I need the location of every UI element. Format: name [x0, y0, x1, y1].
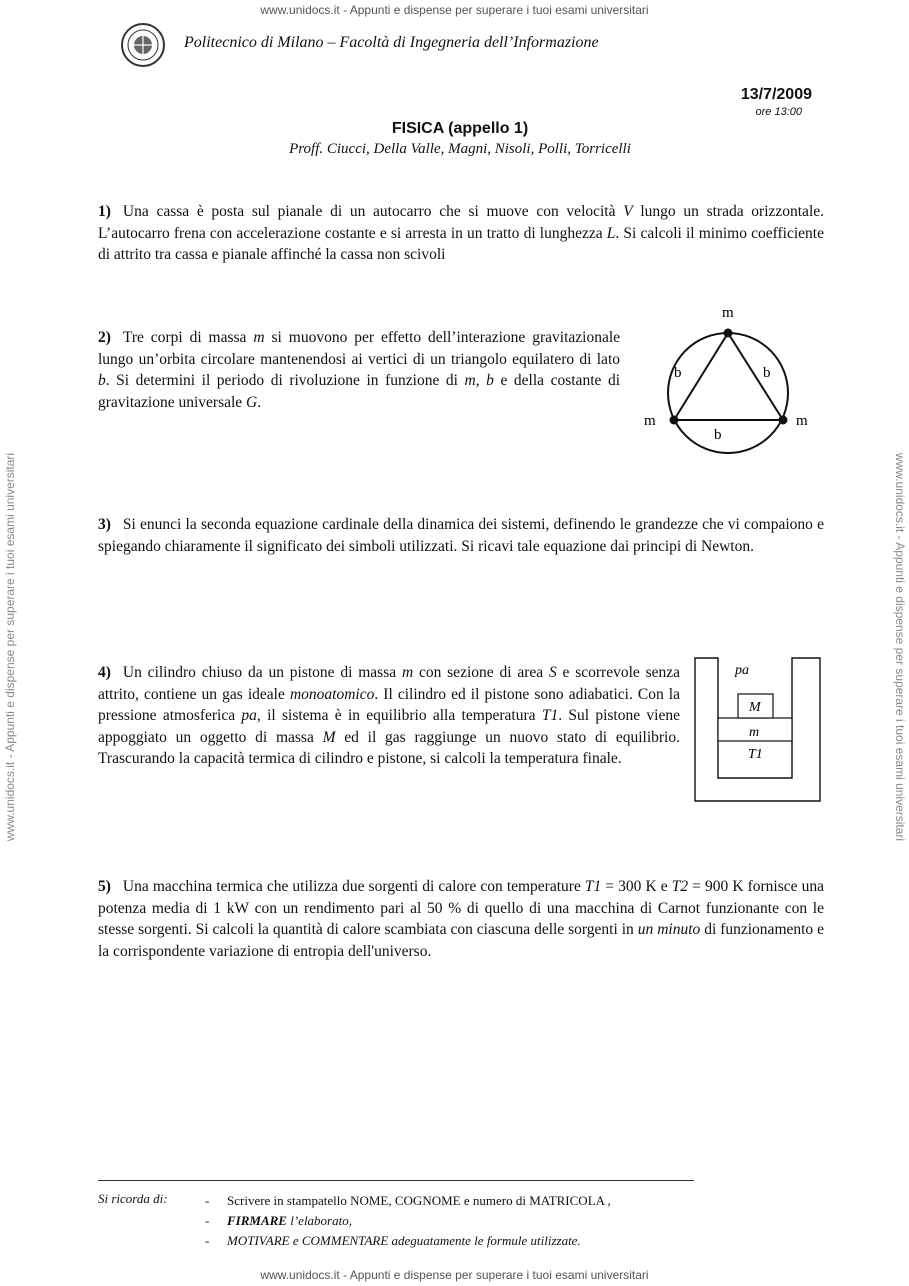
question-number: 4) — [98, 664, 111, 681]
question-1: 1) Una cassa è posta sul pianale di un autocarro che si muove con velocità V lungo un strada orizzontale. L’autocarro frena con accelerazione costante e si arresta in un tratto di lunghezza L. Si calcoli il minimo coefficiente di attrito tra cassa e pianale affinché la cassa non scivoli — [98, 203, 825, 263]
footer-reminders — [205, 1191, 611, 1251]
triangle-side-right — [728, 333, 783, 420]
exam-title: FISICA (appello 1) — [391, 120, 529, 137]
triangle-orbit-diagram — [636, 296, 826, 466]
label-side-right: b — [763, 365, 771, 381]
mass-right-dot — [779, 416, 788, 425]
watermark-bottom: www.unidocs.it - Appunti e dispense per superare i tuoi esami universitari — [260, 1268, 649, 1282]
university-seal-icon — [120, 22, 166, 68]
question-number: 3) — [98, 516, 111, 533]
question-2: 2) Tre corpi di massa m si muovono per effetto dell’interazione gravitazionale lungo un’orbita circolare mantenendosi ai vertici di un triangolo equilatero di lato b. Si determini il periodo di rivoluzione in funzione di m, b e della costante di gravitazione universale G. — [98, 329, 621, 411]
footer-label: Si ricorda di: — [98, 1191, 168, 1206]
header — [120, 22, 820, 68]
label-top-mass: m — [722, 305, 734, 321]
question-number: 1) — [98, 203, 111, 220]
triangle-side-left — [674, 333, 728, 420]
question-5: 5) Una macchina termica che utilizza due sorgenti di calore con temperature T1 = 300 K e T2 = 900 K fornisce una potenza media di 1 kW con un rendimento pari al 50 % di quello di una macchina di Carnot funzionante con le stesse sorgenti. Si calcoli la quantità di calore scambiata con ciascuna delle sorgenti in un minuto di funzionamento e la corrispondente variazione di entropia dell'universo. — [98, 878, 825, 960]
label-piston-mass: m — [749, 725, 760, 740]
label-side-bottom: b — [714, 427, 722, 443]
label-side-left: b — [674, 365, 682, 381]
label-object-mass: M — [749, 700, 761, 715]
institution-name: Politecnico di Milano – Facoltà di Ingegneria dell’Informazione — [184, 34, 599, 51]
mass-left-dot — [670, 416, 679, 425]
question-number: 5) — [98, 878, 111, 895]
mass-top-dot — [724, 329, 733, 338]
footer-rule — [98, 1180, 694, 1181]
label-pressure: pa — [735, 663, 749, 678]
orbit-circle — [668, 333, 788, 453]
watermark-right: www.unidocs.it - Appunti e dispense per superare i tuoi esami universitari — [893, 452, 907, 842]
reminder-item-1: - Scrivere in stampatello NOME, COGNOME e numero di MATRICOLA , — [205, 1193, 611, 1208]
label-temperature: T1 — [748, 747, 763, 762]
label-right-mass: m — [796, 413, 808, 429]
label-left-mass: m — [644, 413, 656, 429]
exam-time: ore 13:00 — [755, 106, 802, 118]
exam-date: 13/7/2009 — [740, 86, 812, 103]
watermark-top: www.unidocs.it - Appunti e dispense per superare i tuoi esami universitari — [260, 3, 649, 17]
watermark-left: www.unidocs.it - Appunti e dispense per superare i tuoi esami universitari — [3, 452, 17, 842]
question-number: 2) — [98, 329, 111, 346]
cylinder-piston-diagram — [690, 654, 826, 806]
reminder-item-3: - MOTIVARE e COMMENTARE adeguatamente le formule utilizzate. — [205, 1233, 581, 1248]
question-4: 4) Un cilindro chiuso da un pistone di massa m con sezione di area S e scorrevole senza attrito, contiene un gas ideale monoatomico. Il cilindro ed il pistone sono adiabatici. Con la pressione atmosferica pa, il sistema è in equilibrio alla temperatura T1. Sul pistone viene appoggiato un oggetto di massa M ed il gas raggiunge un nuovo stato di equilibrio. Trascurando la capacità termica di cilindro e pistone, si calcoli la temperatura finale. — [98, 664, 681, 767]
professors: Proff. Ciucci, Della Valle, Magni, Nisoli, Polli, Torricelli — [289, 141, 631, 157]
question-3: 3) Si enunci la seconda equazione cardinale della dinamica dei sistemi, definendo le grandezze che vi compaiono e spiegando chiaramente il significato dei simboli utilizzati. Si ricavi tale equazione dai principi di Newton. — [98, 516, 824, 555]
reminder-item-2: - FIRMARE l’elaborato, — [205, 1213, 352, 1228]
